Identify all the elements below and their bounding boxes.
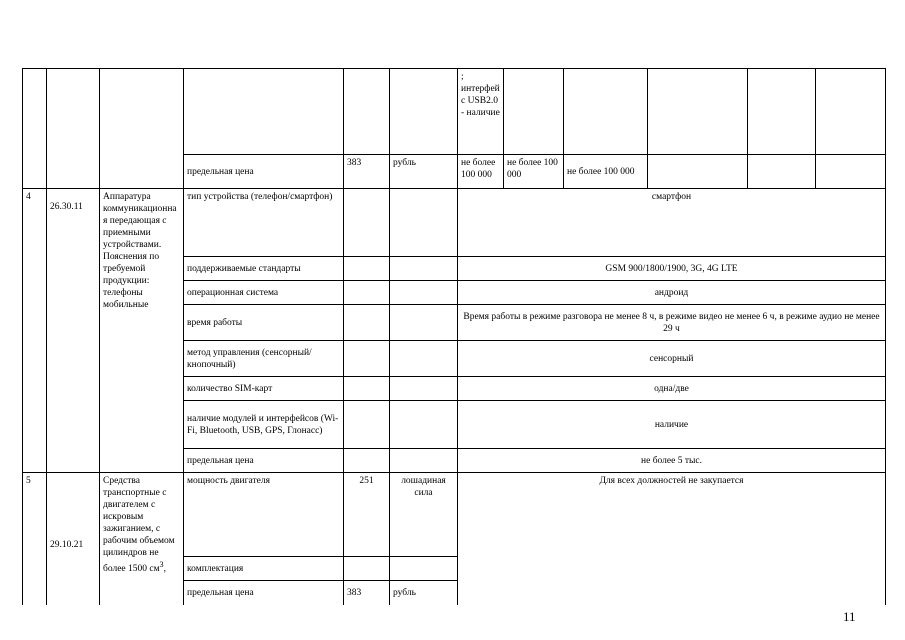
row-name-text: Средства транспортные с двигателем с искровым зажиганием, с рабочим объемом цилиндров не более 1500 см <box>103 476 175 575</box>
price-value-a: не более 100 000 <box>458 155 504 189</box>
spec-code: 383 <box>344 581 390 605</box>
spec-label: операционная система <box>184 281 344 305</box>
cell <box>344 189 390 257</box>
price-value-c: не более 100 000 <box>564 155 648 189</box>
cell-name <box>100 69 184 189</box>
cell <box>816 155 886 189</box>
cell <box>816 69 886 155</box>
spec-value: наличие <box>458 401 886 449</box>
cell-code-okei <box>344 69 390 155</box>
okpd-code: 29.10.21 <box>50 540 84 550</box>
spec-label: количество SIM-карт <box>184 377 344 401</box>
row-number: 5 <box>23 473 47 605</box>
spec-label: предельная цена <box>184 449 344 473</box>
spec-unit: лошадиная сила <box>390 473 458 557</box>
cell <box>390 341 458 377</box>
cell <box>390 189 458 257</box>
spec-label: поддерживаемые стандарты <box>184 257 344 281</box>
interface-cell: ; интерфейс USB2.0 - наличие <box>458 69 504 155</box>
cell <box>344 557 390 581</box>
cell <box>344 281 390 305</box>
spec-unit: рубль <box>390 581 458 605</box>
spec-label: комплектация <box>184 557 344 581</box>
cell <box>648 155 748 189</box>
spec-code: 251 <box>344 473 390 557</box>
spec-value: андроид <box>458 281 886 305</box>
cell <box>344 377 390 401</box>
row-number: 4 <box>23 189 47 473</box>
requirements-table <box>22 68 886 605</box>
table-row <box>23 473 886 557</box>
price-code: 383 <box>344 155 390 189</box>
cell <box>648 69 748 155</box>
spec-value: сенсорный <box>458 341 886 377</box>
cell-num <box>23 155 47 189</box>
cell <box>344 257 390 281</box>
cell <box>390 257 458 281</box>
spec-value: одна/две <box>458 377 886 401</box>
cell <box>504 69 564 155</box>
spec-label: тип устройства (телефон/смартфон) <box>184 189 344 257</box>
table-row <box>23 189 886 257</box>
row-name-sup: 3 <box>159 560 164 569</box>
cell <box>344 401 390 449</box>
spec-label: время работы <box>184 305 344 341</box>
cell <box>344 341 390 377</box>
row-name-tail: , <box>163 564 166 575</box>
okpd-code: 26.30.11 <box>50 202 83 212</box>
cell <box>390 377 458 401</box>
cell <box>344 449 390 473</box>
row-name: Аппаратура коммуникационная передающая с приемными устройствами. Пояснения по требуемой продукции: телефоны мобильные <box>100 189 184 473</box>
spec-value: смартфон <box>458 189 886 257</box>
price-unit: рубль <box>390 155 458 189</box>
spec-value: Время работы в режиме разговора не менее 8 ч, в режиме видео не менее 6 ч, в режиме аудио не менее 29 ч <box>458 305 886 341</box>
cell <box>390 281 458 305</box>
note-cell: Для всех должностей не закупается <box>458 473 886 605</box>
price-value-b: не более 100 000 <box>504 155 564 189</box>
cell <box>390 305 458 341</box>
spec-label: мощность двигателя <box>184 473 344 557</box>
spec-label: наличие модулей и интерфейсов (Wi-Fi, Bluetooth, USB, GPS, Глонасс) <box>184 401 344 449</box>
cell-spec <box>184 69 344 155</box>
row-name <box>100 473 184 605</box>
row-code-cell <box>47 189 100 473</box>
cell <box>748 155 816 189</box>
spec-value: GSM 900/1800/1900, 3G, 4G LTE <box>458 257 886 281</box>
price-label: предельная цена <box>184 155 344 189</box>
cell <box>390 449 458 473</box>
spec-label: метод управления (сенсорный/кнопочный) <box>184 341 344 377</box>
spec-value: не более 5 тыс. <box>458 449 886 473</box>
page-number: 11 <box>843 609 856 624</box>
cell-unit <box>390 69 458 155</box>
cell <box>748 69 816 155</box>
cell <box>390 557 458 581</box>
spec-label: предельная цена <box>184 581 344 605</box>
cell <box>564 69 648 155</box>
cell <box>390 401 458 449</box>
row-code-cell <box>47 473 100 605</box>
cell <box>344 305 390 341</box>
cell-code <box>47 69 100 189</box>
cell-num <box>23 69 47 155</box>
table-row <box>23 69 886 155</box>
